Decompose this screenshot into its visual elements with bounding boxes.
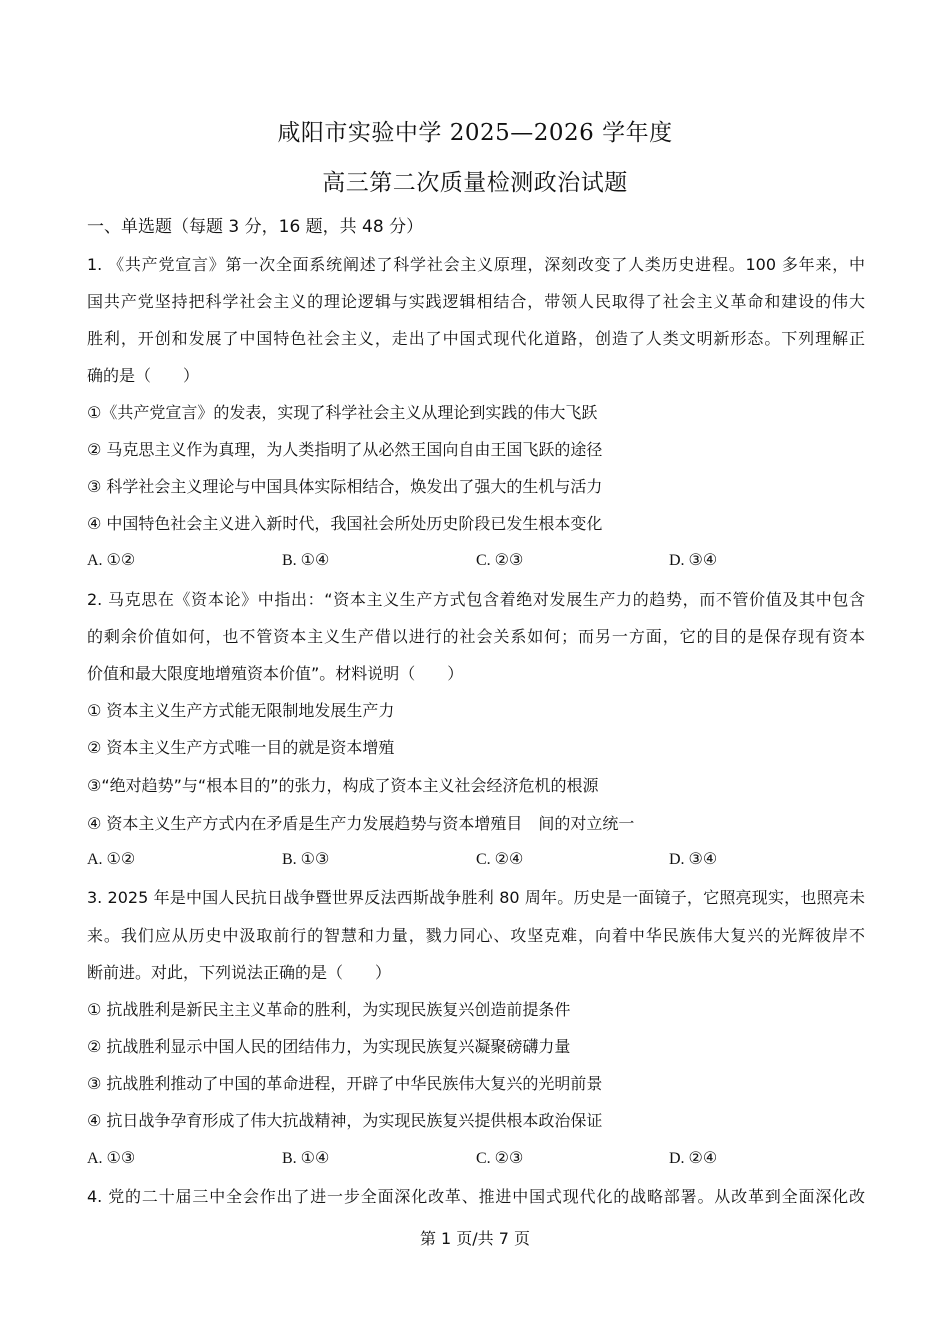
- option-a[interactable]: A. ①②: [87, 851, 136, 868]
- option-b[interactable]: B. ①③: [282, 851, 330, 868]
- question-2-item: ① 资本主义生产方式能无限制地发展生产力: [87, 701, 395, 720]
- question-2-stem-line: 2. 马克思在《资本论》中指出：“资本主义生产方式包含着绝对发展生产力的趋势，而不管价值及其中包含: [87, 590, 865, 609]
- option-c[interactable]: C. ②④: [476, 851, 524, 868]
- question-1-stem-line: 1. 《共产党宣言》第一次全面系统阐述了科学社会主义原理，深刻改变了人类历史进程。100 多年来，中: [87, 255, 865, 274]
- question-2-item: ③“绝对趋势”与“根本目的”的张力，构成了资本主义社会经济危机的根源: [87, 776, 599, 795]
- question-1-stem-line: 胜利，开创和发展了中国特色社会主义，走出了中国式现代化道路，创造了人类文明新形态。下列理解正: [87, 329, 865, 348]
- question-1-item: ④ 中国特色社会主义进入新时代，我国社会所处历史阶段已发生根本变化: [87, 514, 603, 533]
- question-1-stem-line: 国共产党坚持把科学社会主义的理论逻辑与实践逻辑相结合，带领人民取得了社会主义革命和建设的伟大: [87, 292, 865, 311]
- question-3-item: ④ 抗日战争孕育形成了伟大抗战精神，为实现民族复兴提供根本政治保证: [87, 1111, 603, 1130]
- option-d[interactable]: D. ③④: [669, 851, 718, 868]
- question-3-stem-line: 3. 2025 年是中国人民抗日战争暨世界反法西斯战争胜利 80 周年。历史是一面镜子，它照亮现实，也照亮未: [87, 888, 865, 907]
- question-3-item: ② 抗战胜利显示中国人民的团结伟力，为实现民族复兴凝聚磅礴力量: [87, 1037, 571, 1056]
- option-b[interactable]: B. ①④: [282, 552, 330, 569]
- question-1-item: ①《共产党宣言》的发表，实现了科学社会主义从理论到实践的伟大飞跃: [87, 403, 598, 422]
- question-2-stem-line: 价值和最大限度地增殖资本价值”。材料说明（ ）: [87, 664, 464, 683]
- exam-title-line1: 咸阳市实验中学 2025—2026 学年度: [277, 120, 673, 146]
- option-a[interactable]: A. ①②: [87, 552, 136, 569]
- question-2-stem-line: 的剩余价值如何，也不管资本主义生产借以进行的社会关系如何；而另一方面，它的目的是保存现有资本: [87, 627, 865, 646]
- question-1-stem-line: 确的是（ ）: [87, 366, 200, 385]
- question-1-item: ③ 科学社会主义理论与中国具体实际相结合，焕发出了强大的生机与活力: [87, 477, 603, 496]
- option-b[interactable]: B. ①④: [282, 1150, 330, 1167]
- question-3-stem-line: 断前进。对此，下列说法正确的是（ ）: [87, 963, 392, 982]
- option-d[interactable]: D. ②④: [669, 1150, 718, 1167]
- question-4-stem-line: 4. 党的二十届三中全会作出了进一步全面深化改革、推进中国式现代化的战略部署。从改革到全面深化改: [87, 1187, 865, 1206]
- question-3-item: ③ 抗战胜利推动了中国的革命进程，开辟了中华民族伟大复兴的光明前景: [87, 1074, 603, 1093]
- section-heading: 一、单选题（每题 3 分，16 题，共 48 分）: [87, 217, 424, 237]
- question-3-item: ① 抗战胜利是新民主主义革命的胜利，为实现民族复兴创造前提条件: [87, 1000, 571, 1019]
- question-2-item: ④ 资本主义生产方式内在矛盾是生产力发展趋势与资本增殖目 间的对立统一: [87, 814, 635, 833]
- option-c[interactable]: C. ②③: [476, 552, 524, 569]
- question-1-item: ② 马克思主义作为真理，为人类指明了从必然王国向自由王国飞跃的途径: [87, 440, 603, 459]
- option-c[interactable]: C. ②③: [476, 1150, 524, 1167]
- option-a[interactable]: A. ①③: [87, 1150, 136, 1167]
- exam-title-line2: 高三第二次质量检测政治试题: [322, 170, 628, 196]
- page-footer: 第 1 页/共 7 页: [419, 1229, 531, 1248]
- question-3-stem-line: 来。我们应从历史中汲取前行的智慧和力量，戮力同心、攻坚克难，向着中华民族伟大复兴的光辉彼岸不: [87, 926, 865, 945]
- question-2-item: ② 资本主义生产方式唯一目的就是资本增殖: [87, 738, 395, 757]
- option-d[interactable]: D. ③④: [669, 552, 718, 569]
